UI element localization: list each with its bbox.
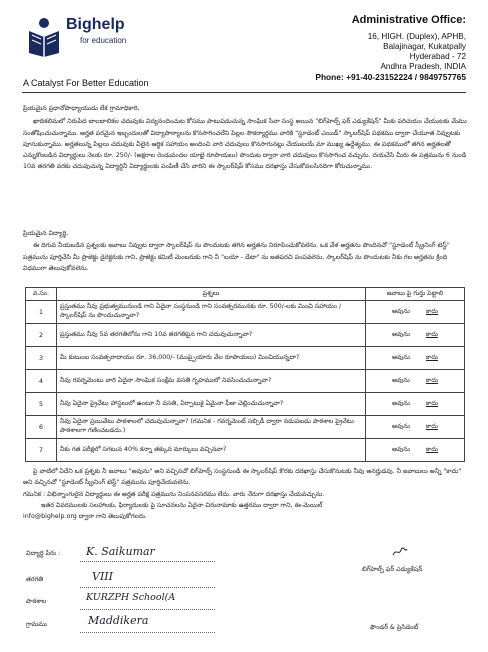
- answer-no[interactable]: కాదు: [425, 399, 438, 407]
- row-answer: [366, 416, 465, 439]
- answer-no[interactable]: కాదు: [425, 445, 438, 453]
- address-line: Andhra Pradesh, INDIA: [380, 62, 466, 71]
- village-line: [80, 632, 215, 633]
- row-question: నీవు ఏదైనా ప్రైవేటు హాస్టలులో ఉంటూ నీ వసతి, ఏర్పాటుకై ఏమైనా ఫీజు చెల్లించుచున్నావా?: [57, 393, 366, 416]
- answer-no[interactable]: కాదు: [425, 422, 438, 430]
- office-address-block: [315, 14, 466, 83]
- letter-section-1: [23, 103, 467, 173]
- phone-number: Phone: +91-40-23152224 / 9849757765: [315, 72, 466, 82]
- row-question: నీకు గత పరీక్షలో సగటున 40% కన్నా తక్కువ మార్కులు వచ్చినవా?: [57, 439, 366, 462]
- notes-section: [23, 466, 467, 522]
- student-name-line: [80, 561, 215, 562]
- answer-yes[interactable]: అవును: [391, 353, 410, 361]
- letter-section-2: [23, 228, 467, 274]
- answer-no[interactable]: కాదు: [425, 307, 438, 315]
- row-answer: [366, 347, 465, 370]
- table-row: [26, 393, 465, 416]
- answer-no[interactable]: కాదు: [425, 376, 438, 384]
- row-number: 5: [26, 393, 57, 416]
- table-row: [26, 439, 465, 462]
- salutation-student: ప్రియమైన విద్యార్థి,: [23, 230, 69, 237]
- student-name-value[interactable]: K. Saikumar: [86, 545, 155, 558]
- tagline: A Catalyst For Better Education: [23, 78, 149, 88]
- school-label: పాఠశాల: [26, 598, 47, 605]
- answer-yes[interactable]: అవును: [391, 399, 410, 407]
- office-title: Administrative Office:: [351, 14, 466, 26]
- note-paragraph: గమనిక : విభిన్నాంగులైన విద్యార్థులు ఈ అర్హత పరీక్ష పత్రమును నింపనవసరము లేదు. వారు నేరుగా దరఖాస్తు చేయవచ్చును.: [23, 490, 325, 498]
- row-answer: [366, 439, 465, 462]
- row-answer: [366, 393, 465, 416]
- note-email: info@bighelp.org ద్వారా గాని తెలుపుకోగలరు.: [23, 513, 147, 521]
- table-row: [26, 416, 465, 439]
- answer-yes[interactable]: అవును: [391, 422, 410, 430]
- note-paragraph: ఇతర వివరములకు సలహాలకు, ఫిర్యాదులకు పై సూచనలను ఏదైనా చిరునామాకు ఉత్తరము ద్వారా గాని, ఈ-మెయిల్: [41, 501, 323, 509]
- table-header-row: [26, 288, 465, 301]
- address-line: Hyderabad - 72: [409, 52, 466, 61]
- school-line: [80, 609, 215, 610]
- answer-no[interactable]: కాదు: [425, 353, 438, 361]
- brand-subtitle: for education: [80, 36, 127, 45]
- row-question: నీవు గవర్నమెంటు వారి ఏదైనా సాంఘిక సంక్షేమ వసతి గృహములో నివసించుచున్నావా?: [57, 370, 366, 393]
- table-row: [26, 347, 465, 370]
- org-signature-label: బిగ్‌హెల్ప్ ఫర్ ఎడ్యుకేషన్: [362, 566, 423, 573]
- row-answer: [366, 324, 465, 347]
- row-question: ప్రస్తుతము నీవు ప్రభుత్వమునుండి గాని ఏదైనా సంస్థనుండి గాని సంవత్సరమునకు రూ. 500/-లకు మించి సహాయం / స్కాలర్‌షిప్ ను పొందుచున్నావా?: [57, 301, 366, 324]
- note-paragraph: పై వాటిలో ఏదేని ఒక ప్రశ్నకు నీ జవాబు "అవును" అని వచ్చినచో బిగ్‌హెల్ప్ సంస్థనుండి ఈ స్కాలర్‌షిప్ కొరకు దరఖాస్తు చేసుకొనుటకు నీవు అనర్హుడవు. నీ జవాబులు అన్నీ "కాదు" అని వచ్చినచో "స్టూడెంట్ స్క్రీనింగ్ టెస్ట్" పత్రమును పూర్తిచేయవలెను.: [23, 468, 462, 487]
- answer-yes[interactable]: అవును: [391, 445, 410, 453]
- row-number: 4: [26, 370, 57, 393]
- signature-mark-icon: [392, 547, 408, 557]
- table-row: [26, 301, 465, 324]
- bighelp-logo-icon: [26, 17, 62, 57]
- row-answer: [366, 301, 465, 324]
- class-label: తరగతి: [26, 576, 44, 583]
- table-row: [26, 324, 465, 347]
- row-question: ప్రస్తుతము నీవు 5వ తరగతిలోను గాని 10వ తరగతిపైన గాని చదువుచున్నావా?: [57, 324, 366, 347]
- school-value[interactable]: KURZPH School(A: [86, 592, 176, 603]
- salutation: ప్రియమైన ప్రధానోపాధ్యాయుడు లేక గ్రామాధికారి,: [23, 105, 140, 112]
- student-name-label: విద్యార్థి పేరు :: [26, 550, 61, 557]
- answer-yes[interactable]: అవును: [391, 307, 410, 315]
- founder-president-label: ఫౌండర్ & ప్రెసిడెంట్: [370, 624, 419, 631]
- village-label: గ్రామము: [26, 621, 48, 628]
- col-header-question: ప్రశ్నలు: [57, 288, 366, 301]
- answer-yes[interactable]: అవును: [391, 330, 410, 338]
- row-question: నీవు ఏదైనా ప్రయివేటు పాఠశాలలో చదువుచున్నావా? (గమనిక - గవర్నమెంట్ సబ్సిడీ ద్వారా నడుపబడు పాఠశాల ప్రైవేటు పాఠశాలగా గణించబడదు.): [57, 416, 366, 439]
- table-row: [26, 370, 465, 393]
- address-line: Balajinagar, Kukatpally: [383, 42, 466, 51]
- letter-paragraph: ఈ దిగువ నీయబడిన ప్రశ్నలకు జవాబు నివ్వుట ద్వారా స్కాలర్‌షిప్ ను పొందుటకు తగిన అర్హతను నిరూపించుకోవలెను. ఒక వేళ అర్హతను పొందినచో "స్టూడెంట్ స్క్రీనింగ్ టెస్ట్" పత్రమును పూర్తిచేసి మీ ప్రాజెక్టు డైరెక్టరుకు గాని, ప్రాజెక్టు కమిటీ మెంబరుకు గాని నీ "బయో - డేటా" ను జతపరచి పంపవలెను. స్కాలర్‌షిప్ ను పొందుటకు నీకు గల అర్హతను క్రింది విధముగా తెలుపుకోవలెను.: [23, 242, 450, 272]
- row-number: 3: [26, 347, 57, 370]
- row-question: మీ కుటుంబ సంవత్సరాదాయం రూ. 36,000/- (ముప్పైయారు వేల రూపాయలు) మించియున్నదా?: [57, 347, 366, 370]
- address-line: 16, HIGH. (Duplex), APHB,: [367, 32, 466, 41]
- row-number: 6: [26, 416, 57, 439]
- brand-name: Bighelp: [66, 16, 125, 33]
- answer-yes[interactable]: అవును: [391, 376, 410, 384]
- row-number: 1: [26, 301, 57, 324]
- eligibility-table: [25, 287, 465, 462]
- letter-paragraph: ఖాదికలిమలో నిరుపేద బాలబాలికల చదువుకు విద్యనందించుట కోసము పాటుపడుచున్న సాంఘిక సేవా సంస్థ అయిన "బిగ్‌హెల్ప్ ఫర్ ఎడ్యుకేషన్" మీకు పరిచయం చేయుటకు మేము సంతోషించుచున్నాము. అర్హత పరమైన ఇబ్బందులతో విద్యాపాఠ్యాలను కొనసాగించలేని పిల్లల సౌకర్యార్థము వారికి "స్టూడెంట్ ఎయిడ్" స్కాలర్‌షిప్ పథకము ద్వారా చేయూత నివ్వుటకు పూనుకున్నాము. అర్హతలున్న పిల్లలు చదువుకు వీలైన ఆర్థిక సహాయం అందించి వారి చదువులు కొనసాగునట్లు చేయుటయే మా ముఖ్య ఉద్దేశ్యము. ఈ పథకములో తగిన అర్హతలతో ఎన్నుకొంబడిన విద్యార్థులు నెలకు రూ. 250/- (అక్షరాల రెండువందల యాభై రూపాయలు) పొందుట ద్వారా వారి చదువులు కొనసాగించ వచ్చును. దయచేసి మీరు ఈ పత్రమును 6 నుండి 10వ తరగతి వరకు చదువుచున్న విద్యార్థినీ విద్యార్థులకు పంపిణీ చేసి వారిని ఈ స్కాలర్‌షిప్ కోసము దరఖాస్తు చేసుకోవలసినదిగా కోరుచున్నాము.: [23, 118, 467, 171]
- row-answer: [366, 370, 465, 393]
- village-value[interactable]: Maddikera: [88, 614, 149, 627]
- col-header-answer: జవాబు పై గుర్తు పెట్టాలి: [366, 288, 465, 301]
- class-line: [80, 587, 215, 588]
- row-number: 2: [26, 324, 57, 347]
- answer-no[interactable]: కాదు: [425, 330, 438, 338]
- class-value[interactable]: VIII: [92, 570, 113, 583]
- col-header-number: వ.సం.: [26, 288, 57, 301]
- header-divider: [22, 92, 466, 93]
- row-number: 7: [26, 439, 57, 462]
